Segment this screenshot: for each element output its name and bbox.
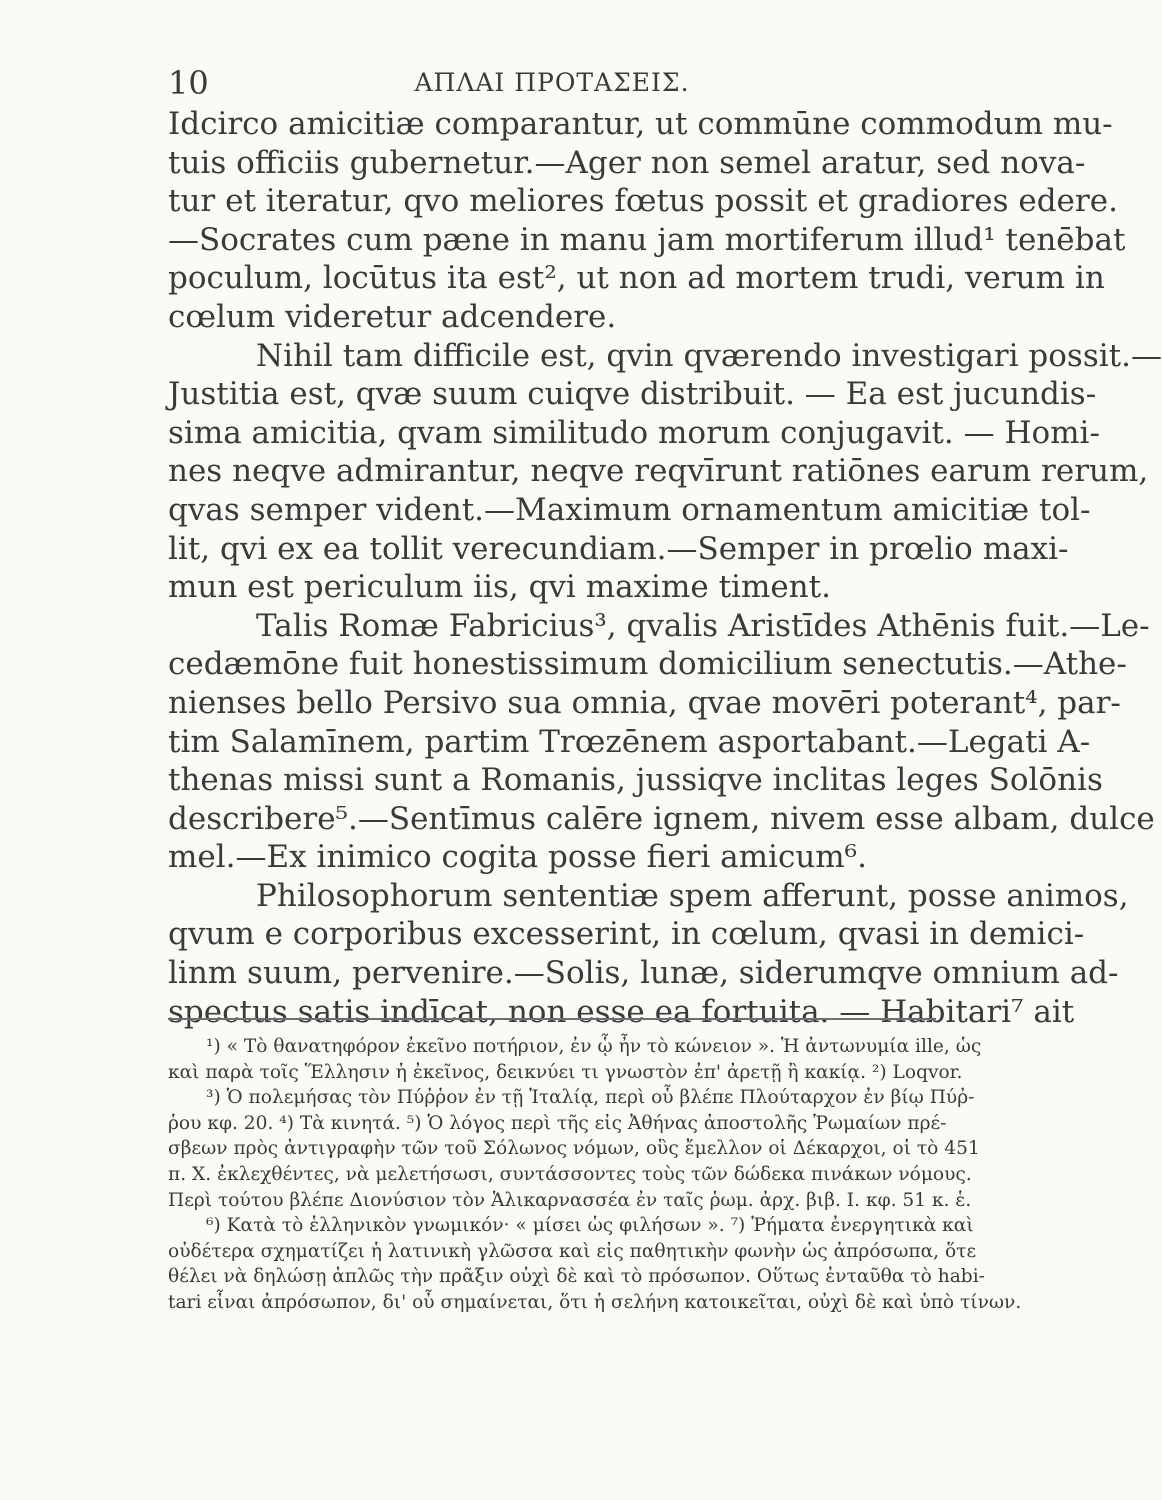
main-text: [168, 105, 1162, 1031]
text-line: Talis Romæ Fabricius³, qvalis Aristīdes Athēnis fuit.—Le-: [256, 607, 1150, 644]
text-line: Nihil tam difficile est, qvin qværendo investigari possit.—: [256, 337, 1162, 374]
text-line: spectus satis indīcat, non esse ea fortuita. — Habitari⁷ ait: [168, 993, 1075, 1030]
footnote-line: σβεων πρὸς ἀντιγραφὴν τῶν τοῦ Σόλωνος νόμων, οὓς ἔμελλον οἱ Δέκαρχοι, οἱ τὸ 451: [168, 1138, 980, 1160]
text-line: describere⁵.—Sentīmus calēre ignem, nivem esse albam, dulce: [168, 800, 1155, 837]
text-line: Philosophorum sententiæ spem afferunt, posse animos,: [256, 877, 1129, 914]
text-line: lit, qvi ex ea tollit verecundiam.—Semper in prœlio maxi-: [168, 530, 1069, 567]
text-line: nes neqve admirantur, neqve reqvīrunt ratiōnes earum rerum,: [168, 453, 1149, 490]
text-line: nienses bello Persivo sua omnia, qvae movēri poterant⁴, par-: [168, 684, 1121, 721]
text-line: qvas semper vident.—Maximum ornamentum amicitiæ tol-: [168, 491, 1091, 528]
text-line: tuis officiis gubernetur.—Ager non semel aratur, sed nova-: [168, 144, 1086, 181]
page-number: 10: [168, 64, 209, 102]
running-title: ΑΠΛΑΙ ΠΡΟΤΑΣΕΙΣ.: [414, 68, 690, 97]
text-line: poculum, locūtus ita est², ut non ad mortem trudi, verum in: [168, 260, 1105, 297]
footnote-line: Περὶ τούτου βλέπε Διονύσιον τὸν Ἁλικαρνασσέα ἐν ταῖς ῥωμ. ἀρχ. βιβ. Ι. κφ. 51 κ. ἑ.: [168, 1189, 972, 1211]
footnotes: [168, 1034, 1022, 1316]
text-line: —Socrates cum pæne in manu jam mortiferum illud¹ tenēbat: [168, 221, 1126, 258]
footnote-line: ³) Ὁ πολεμήσας τὸν Πύῤῥον ἐν τῇ Ἰταλίᾳ, περὶ οὗ βλέπε Πλούταρχον ἐν βίῳ Πύῤ-: [206, 1087, 975, 1109]
text-line: mel.—Ex inimico cogita posse fieri amicum⁶.: [168, 839, 867, 876]
text-line: Idcirco amicitiæ comparantur, ut commūne commodum mu-: [168, 106, 1113, 142]
footnote-line: tari εἶναι ἀπρόσωπον, δι' οὗ σημαίνεται, ὅτι ἡ σελήνη κατοικεῖται, οὐχὶ δὲ καὶ ὑπὸ τίνων.: [168, 1291, 1022, 1313]
footnote-line: θέλει νὰ δηλώσῃ ἁπλῶς τὴν πρᾶξιν οὐχὶ δὲ καὶ τὸ πρόσωπον. Οὕτως ἐνταῦθα τὸ habi-: [168, 1266, 985, 1288]
text-line: cœlum videretur adcendere.: [168, 298, 617, 335]
footnote-line: ῥου κφ. 20. ⁴) Τὰ κινητά. ⁵) Ὁ λόγος περὶ τῆς εἰς Ἀθήνας ἀποστολῆς Ῥωμαίων πρέ-: [168, 1112, 947, 1134]
text-line: mun est periculum iis, qvi maxime timent.: [168, 569, 831, 606]
footnote-rule: [168, 1018, 936, 1020]
text-line: Justitia est, qvæ suum cuiqve distribuit. — Ea est jucundis-: [168, 376, 1097, 413]
text-line: tur et iteratur, qvo meliores fœtus possit et gradiores edere.: [168, 183, 1118, 220]
text-line: thenas missi sunt a Romanis, jussiqve inclitas leges Solōnis: [168, 762, 1103, 799]
footnote-line: καὶ παρὰ τοῖς Ἕλλησιν ἡ ἐκεῖνος, δεικνύει τι γνωστὸν ἐπ' ἀρετῇ ἢ κακίᾳ. ²) Loqvor.: [168, 1061, 963, 1083]
footnote-line: ⁶) Κατὰ τὸ ἑλληνικὸν γνωμικόν· « μίσει ὡς φιλήσων ». ⁷) Ῥήματα ἐνεργητικὰ καὶ: [206, 1215, 974, 1237]
footnote-line: π. Χ. ἐκλεχθέντες, νὰ μελετήσωσι, συντάσσοντες τοὺς τῶν δώδεκα πινάκων νόμους.: [168, 1163, 972, 1185]
footnote-line: ¹) « Τὸ θανατηφόρον ἐκεῖνο ποτήριον, ἐν ᾧ ἦν τὸ κώνειον ». Ἡ ἀντωνυμία ille, ὡς: [206, 1036, 982, 1057]
page-header: [168, 64, 936, 104]
text-line: tim Salamīnem, partim Trœzēnem asportabant.—Legati A-: [168, 723, 1091, 760]
text-line: linm suum, pervenire.—Solis, lunæ, siderumqve omnium ad-: [168, 955, 1119, 992]
text-line: qvum e corporibus excesserint, in cœlum, qvasi in demici-: [168, 916, 1085, 953]
text-line: cedæmōne fuit honestissimum domicilium senectutis.—Athe-: [168, 646, 1127, 683]
text-line: sima amicitia, qvam similitudo morum conjugavit. — Homi-: [168, 414, 1100, 451]
footnote-line: οὐδέτερα σχηματίζει ἡ λατινικὴ γλῶσσα καὶ εἰς παθητικὴν φωνὴν ὡς ἀπρόσωπα, ὅτε: [168, 1240, 977, 1262]
